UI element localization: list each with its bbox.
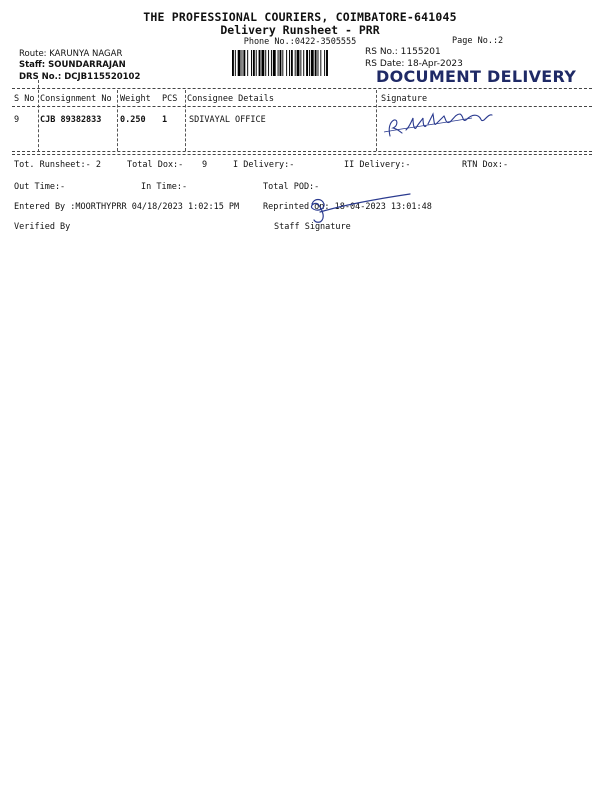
barcode-bar [253, 50, 255, 76]
barcode-bar [278, 50, 279, 76]
barcode-bar [289, 50, 290, 76]
barcode-bar [318, 50, 319, 76]
barcode-bar [243, 50, 245, 76]
barcode-bar [259, 50, 261, 76]
row-consignee: SDIVAYAL OFFICE [189, 115, 266, 125]
barcode-bar [280, 50, 282, 76]
table-bottom-divider [12, 151, 592, 152]
barcode-bar [235, 50, 236, 76]
barcode-bar [256, 50, 257, 76]
document-title: Delivery Runsheet - PRR [220, 23, 380, 37]
tot-runsheet: Tot. Runsheet:- 2 [14, 160, 101, 170]
table-top-divider [12, 88, 592, 89]
header-consignment: Consignment No [40, 94, 112, 104]
reprinted-on: Reprinted on: 18-04-2023 13:01:48 [263, 202, 432, 212]
barcode-bar [273, 50, 276, 76]
ii-delivery: II Delivery:- [344, 160, 411, 170]
total-dox-value: 9 [202, 160, 208, 170]
barcode-bar [295, 50, 296, 76]
barcode-bar [247, 50, 248, 76]
barcode-bar [286, 50, 287, 76]
barcode-bar [300, 50, 301, 76]
rs-date: RS Date: 18-Apr-2023 [365, 59, 463, 69]
total-dox-label: Total Dox:- [127, 160, 184, 170]
header-consignee: Consignee Details [187, 94, 274, 104]
barcode-bar [251, 50, 252, 76]
row-pcs: 1 [162, 115, 168, 125]
entered-by: Entered By :MOORTHYPRR 04/18/2023 1:02:15 PM [14, 202, 240, 212]
header-signature: Signature [381, 94, 428, 104]
barcode-bar [271, 50, 272, 76]
drs-number: DRS No.: DCJB115520102 [19, 72, 141, 82]
document-delivery-stamp: DOCUMENT DELIVERY [376, 67, 577, 86]
rs-number: RS No.: 1155201 [365, 47, 441, 57]
header-pcs: PCS [162, 94, 178, 104]
staff-label: Staff: SOUNDARRAJAN [19, 60, 126, 70]
barcode [232, 50, 356, 76]
col-divider-pcs [185, 90, 186, 151]
barcode-bar [242, 50, 243, 76]
staff-signature-label: Staff Signature [274, 222, 351, 232]
col-divider-sno [38, 80, 39, 152]
i-delivery: I Delivery:- [233, 160, 295, 170]
barcode-bar [265, 50, 266, 76]
barcode-bar [326, 50, 328, 76]
barcode-bar [232, 50, 234, 76]
table-bottom-divider-2 [12, 154, 592, 155]
barcode-bar [291, 50, 293, 76]
barcode-bar [303, 50, 304, 76]
barcode-bar [315, 50, 317, 76]
barcode-bar [309, 50, 310, 76]
barcode-bar [238, 50, 241, 76]
phone-number: Phone No.:0422-3505555 [243, 37, 357, 47]
verified-by: Verified By [14, 222, 71, 232]
barcode-bar [268, 50, 269, 76]
rtn-dox: RTN Dox:- [462, 160, 509, 170]
barcode-bar [297, 50, 300, 76]
receiver-signature [376, 106, 506, 140]
company-title: THE PROFESSIONAL COURIERS, COIMBATORE-641045 [143, 10, 457, 24]
total-pod: Total POD:- [263, 182, 320, 192]
row-consignment: CJB 89382833 [40, 115, 102, 125]
barcode-bar [311, 50, 314, 76]
header-weight: Weight [120, 94, 151, 104]
row-sno: 9 [14, 115, 20, 125]
barcode-bar [324, 50, 325, 76]
row-weight: 0.250 [120, 115, 146, 125]
col-divider-consignment [117, 90, 118, 151]
header-sno: S No [14, 94, 35, 104]
barcode-bar [306, 50, 308, 76]
barcode-bar [320, 50, 321, 76]
in-time: In Time:- [141, 182, 188, 192]
page-number: Page No.:2 [452, 36, 504, 46]
out-time: Out Time:- [14, 182, 66, 192]
route-label: Route: KARUNYA NAGAR [19, 49, 123, 59]
barcode-bar [261, 50, 264, 76]
barcode-bar [282, 50, 283, 76]
